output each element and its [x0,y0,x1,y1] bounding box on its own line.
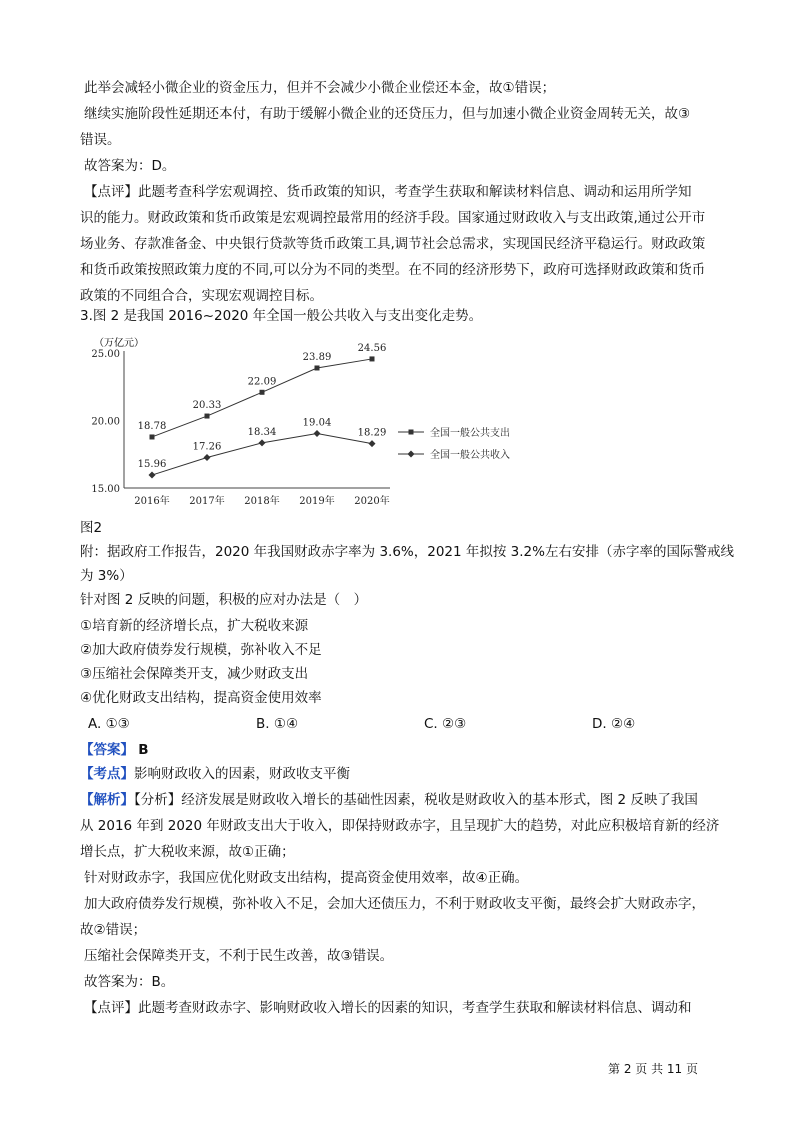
data-point [314,430,321,437]
data-point [205,414,210,419]
paragraph-line: 【点评】此题考查科学宏观调控、货币政策的知识，考查学生获取和解读材料信息、调动和运用所学知 [84,184,692,200]
data-label: 18.34 [247,426,277,438]
data-point [150,434,155,439]
data-point [204,454,211,461]
page-footer: 第 2 页 共 11 页 [608,1062,698,1076]
note-line: 附：据政府工作报告，2020 年我国财政赤字率为 3.6%，2021 年拟按 3.2%左右安排（赤字率的国际警戒线 [80,544,734,560]
choice-item-2: ②加大政府债券发行规模，弥补收入不足 [80,642,322,658]
line-chart [80,326,550,516]
data-label: 22.09 [247,376,277,388]
legend-label: 全国一般公共支出 [430,428,510,439]
paragraph-line: 政策的不同组合合，实现宏观调控目标。 [80,288,323,304]
legend-marker [409,430,414,435]
y-tick-label: 20.00 [91,416,120,428]
paragraph-line: 场业务、存款准备金、中央银行贷款等货币政策工具,调节社会总需求，实现国民经济平稳运行。财政政策 [80,236,706,252]
x-tick-label: 2019年 [299,496,335,507]
jiexi-line: 故②错误； [80,922,147,938]
note-line: 为 3%） [80,568,133,584]
data-point [370,356,375,361]
jiexi-line: 增长点，扩大税收来源，故①正确； [80,844,295,860]
answer-value: B [138,742,149,758]
x-tick-label: 2020年 [354,496,390,507]
paragraph-line: 和货币政策按照政策力度的不同,可以分为不同的类型。在不同的经济形势下，政府可选择财政政策和货币 [80,262,706,278]
jiexi-line [80,790,698,810]
data-point [260,390,265,395]
series-group [138,343,387,479]
option-d[interactable]: D. ②④ [592,716,636,732]
data-point [259,439,266,446]
jiexi-line: 加大政府债券发行规模，弥补收入不足，会加大还债压力，不利于财政收支平衡，最终会扩大财政赤字， [84,896,705,912]
y-axis-unit-label: （万亿元） [94,338,144,349]
data-label: 15.96 [137,459,167,471]
paragraph-line: 错误。 [80,132,121,148]
data-point [369,440,376,447]
jiexi-line: 故答案为：B。 [84,974,175,990]
dianping-line: 【点评】此题考查财政赤字、影响财政收入增长的因素的知识，考查学生获取和解读材料信息、调动和 [84,1000,692,1016]
answer-tag: 【答案】 [80,742,134,758]
data-label: 18.29 [357,427,387,439]
x-tick-label: 2017年 [189,496,225,507]
paragraph-line: 识的能力。财政政策和货币政策是宏观调控最常用的经济手段。国家通过财政收入与支出政策,通过公开市 [80,210,706,226]
legend [398,426,510,461]
answer-line [80,740,149,760]
data-label: 24.56 [357,342,387,354]
data-label: 18.78 [137,420,167,432]
y-tick-label: 25.00 [91,349,120,360]
choice-item-4: ④优化财政支出结构，提高资金使用效率 [80,690,322,706]
data-label: 20.33 [192,400,222,412]
option-b[interactable]: B. ①④ [256,716,299,732]
options-row [80,714,720,734]
kaodian-line [80,764,350,784]
data-label: 17.26 [192,441,222,453]
data-label: 19.04 [302,417,332,429]
x-tick-label: 2018年 [244,496,280,507]
y-tick-labels [91,349,120,495]
jiexi-tag: 【解析】 [80,792,134,808]
jiexi-line: 压缩社会保障类开支，不利于民生改善，故③错误。 [84,948,394,964]
choice-item-1: ①培育新的经济增长点，扩大税收来源 [80,618,309,634]
x-tick-labels [134,494,389,507]
jiexi-line: 针对财政赤字，我国应优化财政支出结构，提高资金使用效率，故④正确。 [84,870,529,886]
option-c[interactable]: C. ②③ [424,716,467,732]
option-a[interactable]: A. ①③ [88,716,130,732]
question-prompt: 针对图 2 反映的问题，积极的应对办法是（ ） [80,592,368,608]
kaodian-tag: 【考点】 [80,766,134,782]
paragraph-line: 故答案为：D。 [84,158,176,174]
paragraph-line: 此举会减轻小微企业的资金压力，但并不会减少小微企业偿还本金，故①错误； [84,80,556,96]
figure-label: 图2 [80,520,103,536]
series-line [152,359,372,437]
x-tick-label: 2016年 [134,496,170,507]
data-label: 23.89 [302,351,332,363]
kaodian-text: 影响财政收入的因素，财政收支平衡 [134,766,350,782]
question-stem: 3.图 2 是我国 2016~2020 年全国一般公共收入与支出变化走势。 [80,308,483,324]
paragraph-line: 继续实施阶段性延期还本付，有助于缓解小微企业的还贷压力，但与加速小微企业资金周转无关，故③ [84,106,691,122]
legend-label: 全国一般公共收入 [430,450,510,461]
jiexi-line: 从 2016 年到 2020 年财政支出大于收入，即保持财政赤字，且呈现扩大的趋势，对此应积极培育新的经济 [80,818,720,834]
data-point [315,365,320,370]
legend-marker [408,451,415,458]
y-tick-label: 15.00 [91,484,120,495]
jiexi-text: 【分析】经济发展是财政收入增长的基础性因素，税收是财政收入的基本形式，图 2 反映了我国 [134,792,698,808]
data-point [149,472,156,479]
choice-item-3: ③压缩社会保障类开支，减少财政支出 [80,666,309,682]
